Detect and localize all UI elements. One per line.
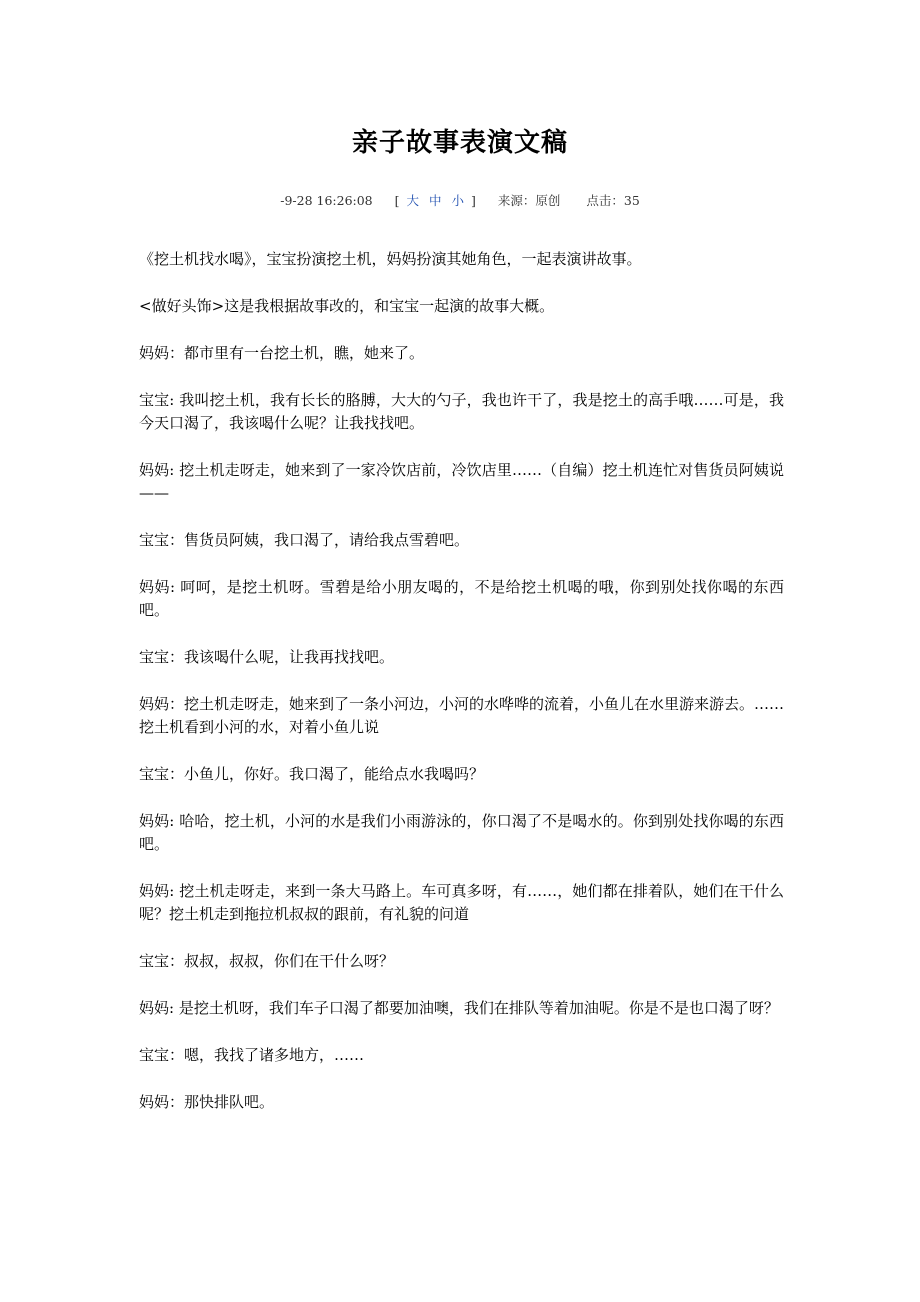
- paragraph: 妈妈: 呵呵，是挖土机呀。雪碧是给小朋友喝的，不是给挖土机喝的哦，你到别处找你喝的东西吧。: [139, 578, 784, 619]
- font-size-medium-link[interactable]: 中: [429, 193, 442, 208]
- bracket-open: [: [394, 193, 400, 208]
- paragraph: 妈妈: 是挖土机呀，我们车子口渴了都要加油噢，我们在排队等着加油呢。你是不是也口渴了呀？: [139, 999, 779, 1017]
- paragraph: 《挖土机找水喝》，宝宝扮演挖土机，妈妈扮演其她角色，一起表演讲故事。: [139, 250, 642, 268]
- font-size-switcher: [395, 193, 480, 208]
- article-body: [139, 248, 784, 1138]
- page-title: 亲子故事表演文稿: [351, 128, 568, 158]
- paragraph: 妈妈: 挖土机走呀走，来到一条大马路上。车可真多呀，有……，她们都在排着队，她们在干什么呢？挖土机走到拖拉机叔叔的跟前，有礼貌的问道: [139, 882, 784, 923]
- click-count: 点击：35: [586, 193, 640, 208]
- paragraph: 宝宝: 我叫挖土机，我有长长的胳膊，大大的勺子，我也许干了，我是挖土的高手哦……可是，我今天口渴了，我该喝什么呢？让我找找吧。: [139, 391, 784, 432]
- article-source: 来源：原创: [497, 193, 561, 208]
- font-size-small-link[interactable]: 小: [451, 193, 465, 208]
- paragraph: 宝宝：售货员阿姨，我口渴了，请给我点雪碧吧。: [139, 531, 470, 549]
- bracket-close: ]: [471, 193, 476, 208]
- paragraph: <做好头饰>这是我根据故事改的，和宝宝一起演的故事大概。: [139, 297, 555, 315]
- paragraph: 宝宝：我该喝什么呢，让我再找找吧。: [139, 648, 395, 666]
- publish-datetime: -9-28 16:26:08: [280, 193, 373, 208]
- paragraph: 宝宝：叔叔，叔叔，你们在干什么呀？: [139, 952, 395, 970]
- paragraph: 宝宝：嗯，我找了诸多地方，……: [139, 1046, 365, 1064]
- paragraph: 妈妈: 哈哈，挖土机，小河的水是我们小雨游泳的，你口渴了不是喝水的。你到别处找你喝的东西吧。: [139, 812, 784, 853]
- paragraph: 妈妈：都市里有一台挖土机，瞧，她来了。: [139, 344, 425, 362]
- paragraph: 宝宝：小鱼儿，你好。我口渴了，能给点水我喝吗？: [139, 765, 485, 783]
- font-size-large-link[interactable]: 大: [406, 193, 420, 208]
- article-meta: [0, 191, 920, 209]
- paragraph: 妈妈：挖土机走呀走，她来到了一条小河边，小河的水哗哗的流着，小鱼儿在水里游来游去。……挖土机看到小河的水，对着小鱼儿说: [139, 695, 785, 736]
- paragraph: 妈妈: 挖土机走呀走，她来到了一家冷饮店前，冷饮店里……（自编）挖土机连忙对售货员阿姨说——: [139, 461, 784, 502]
- paragraph: 妈妈：那快排队吧。: [139, 1093, 275, 1111]
